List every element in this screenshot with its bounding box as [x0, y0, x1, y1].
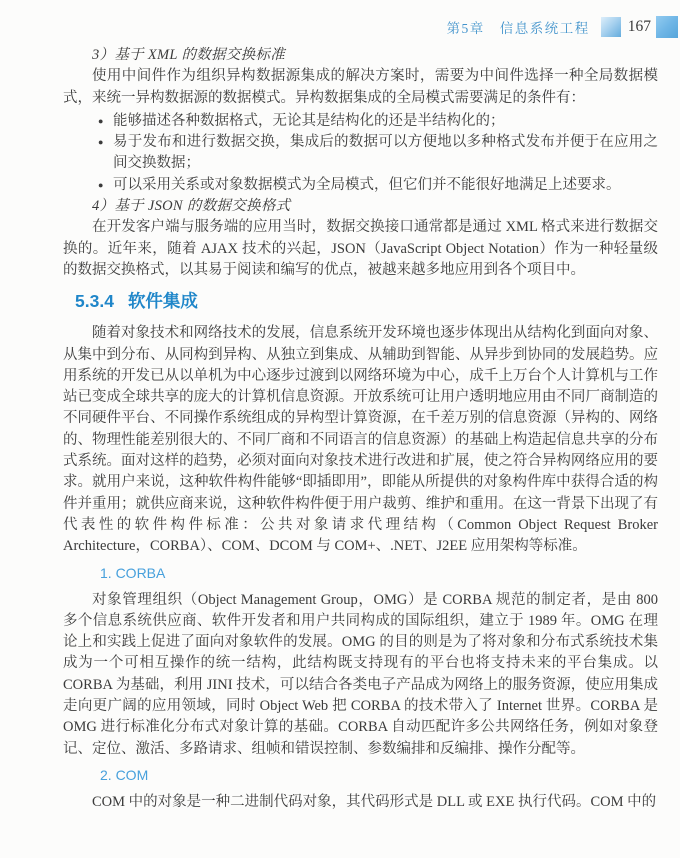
global-schema-conditions-list [63, 111, 658, 196]
list-item [63, 111, 658, 132]
page-body [0, 39, 680, 813]
list-item [63, 175, 658, 196]
section-title: 软件集成 [127, 291, 198, 312]
paragraph-software-integration-overview: 随着对象技术和网络技术的发展，信息系统开发环境也逐步体现出从结构化到面向对象、从集中到分布、从同构到异构、从独立到集成、从辅助到智能、从异步到协同的发展趋势。应用系统的开发已从以单机为中心逐步过渡到以网络环境为中心，成千上万台个人计算机与工作站已变成全球共享的庞大的计算机信息资源。开放系统可让用户透明地应用由不同厂商制造的不同硬件平台、不同操作系统组成的异构型计算资源，在千差万别的信息资源（异构的、网络的、物理性能差别很大的、不同厂商和不同语言的信息资源）的基础上构造起信息共享的分布式系统。面对这样的趋势，必须对面向对象技术进行改进和扩展，使之符合异构网络应用的要求。就用户来说，这种软件构件能够“即插即用”，即能从所提供的对象构件库中获得合适的构件并重用；就供应商来说，这种软件构件便于用户裁剪、维护和重用。在这一背景下出现了有代表性的软件构件标准：公共对象请求代理结构（Common Object Request Broker Architecture，CORBA）、COM、DCOM 与 COM+、.NET、J2EE 应用架构等标准。 [63, 325, 658, 555]
subitem-heading-json: 4）基于 JSON 的数据交换格式 [92, 198, 291, 215]
paragraph-com: COM 中的对象是一种二进制代码对象，其代码形式是 DLL 或 EXE 执行代码。COM 中的 [92, 793, 657, 810]
page-number: 167 [627, 18, 651, 35]
list-item-text: 易于发布和进行数据交换，集成后的数据可以方便地以多种格式发布并便于在应用之间交换数据； [113, 134, 658, 172]
running-head-chapter-title: 第5章 信息系统工程 [446, 21, 590, 36]
list-item [63, 132, 658, 175]
paragraph-corba: 对象管理组织（Object Management Group，OMG）是 CORBA 规范的制定者，是由 800 多个信息系统供应商、软件开发者和用户共同构成的国际组织，建立于 1989 年。OMG 在理论上和实践上促进了面向对象软件的发展。OMG 的目的则是为了将对象和分布式系统技术集成为一个可相互操作的统一结构，此结构既支持现有的平台也将支持未来的平台集成。以 CORBA 为基础，利用 JINI 技术，可以结合各类电子产品成为网络上的服务资源，使应用集成走向更广阔的应用领域，同时 Object Web 把 CORBA 的技术带入了 Internet 世界。CORBA 是 OMG 进行标准化分布式对象计算的基础。CORBA 自动匹配许多公共网络任务，例如对象登记、定位、激活、多路请求、组帧和错误控制、参数编排和反编排、操作分配等。 [63, 591, 658, 757]
subitem-heading-xml: 3）基于 XML 的数据交换标准 [92, 47, 286, 63]
list-item-text: 能够描述各种数据格式，无论其是结构化的还是半结构化的； [113, 112, 505, 129]
page-header [0, 0, 680, 39]
section-number: 5.3.4 [75, 291, 114, 312]
bullet-icon: ● [98, 179, 104, 190]
section-heading-software-integration [75, 290, 658, 312]
paragraph-middleware-global-schema: 使用中间件作为组织异构数据源集成的解决方案时，需要为中间件选择一种全局数据模式，来统一异构数据源的数据模式。异构数据集成的全局模式需要满足的条件有： [63, 68, 658, 106]
bullet-icon: ● [98, 137, 104, 148]
subsection-heading-corba: 1. CORBA [100, 564, 166, 581]
list-item-text: 可以采用关系或对象数据模式为全局模式，但它们并不能很好地满足上述要求。 [113, 176, 621, 193]
subsection-heading-com: 2. COM [100, 766, 149, 783]
header-accent-square-icon [601, 17, 621, 37]
bullet-icon: ● [98, 115, 104, 126]
header-edge-square-icon [656, 16, 678, 38]
paragraph-json-exchange: 在开发客户端与服务端的应用当时，数据交换接口通常都是通过 XML 格式来进行数据交换的。近年来，随着 AJAX 技术的兴起，JSON（JavaScript Object Notation）作为一种轻量级的数据交换格式，以其易于阅读和编写的优点，被越来越多地应用到各个项目中。 [63, 219, 658, 278]
